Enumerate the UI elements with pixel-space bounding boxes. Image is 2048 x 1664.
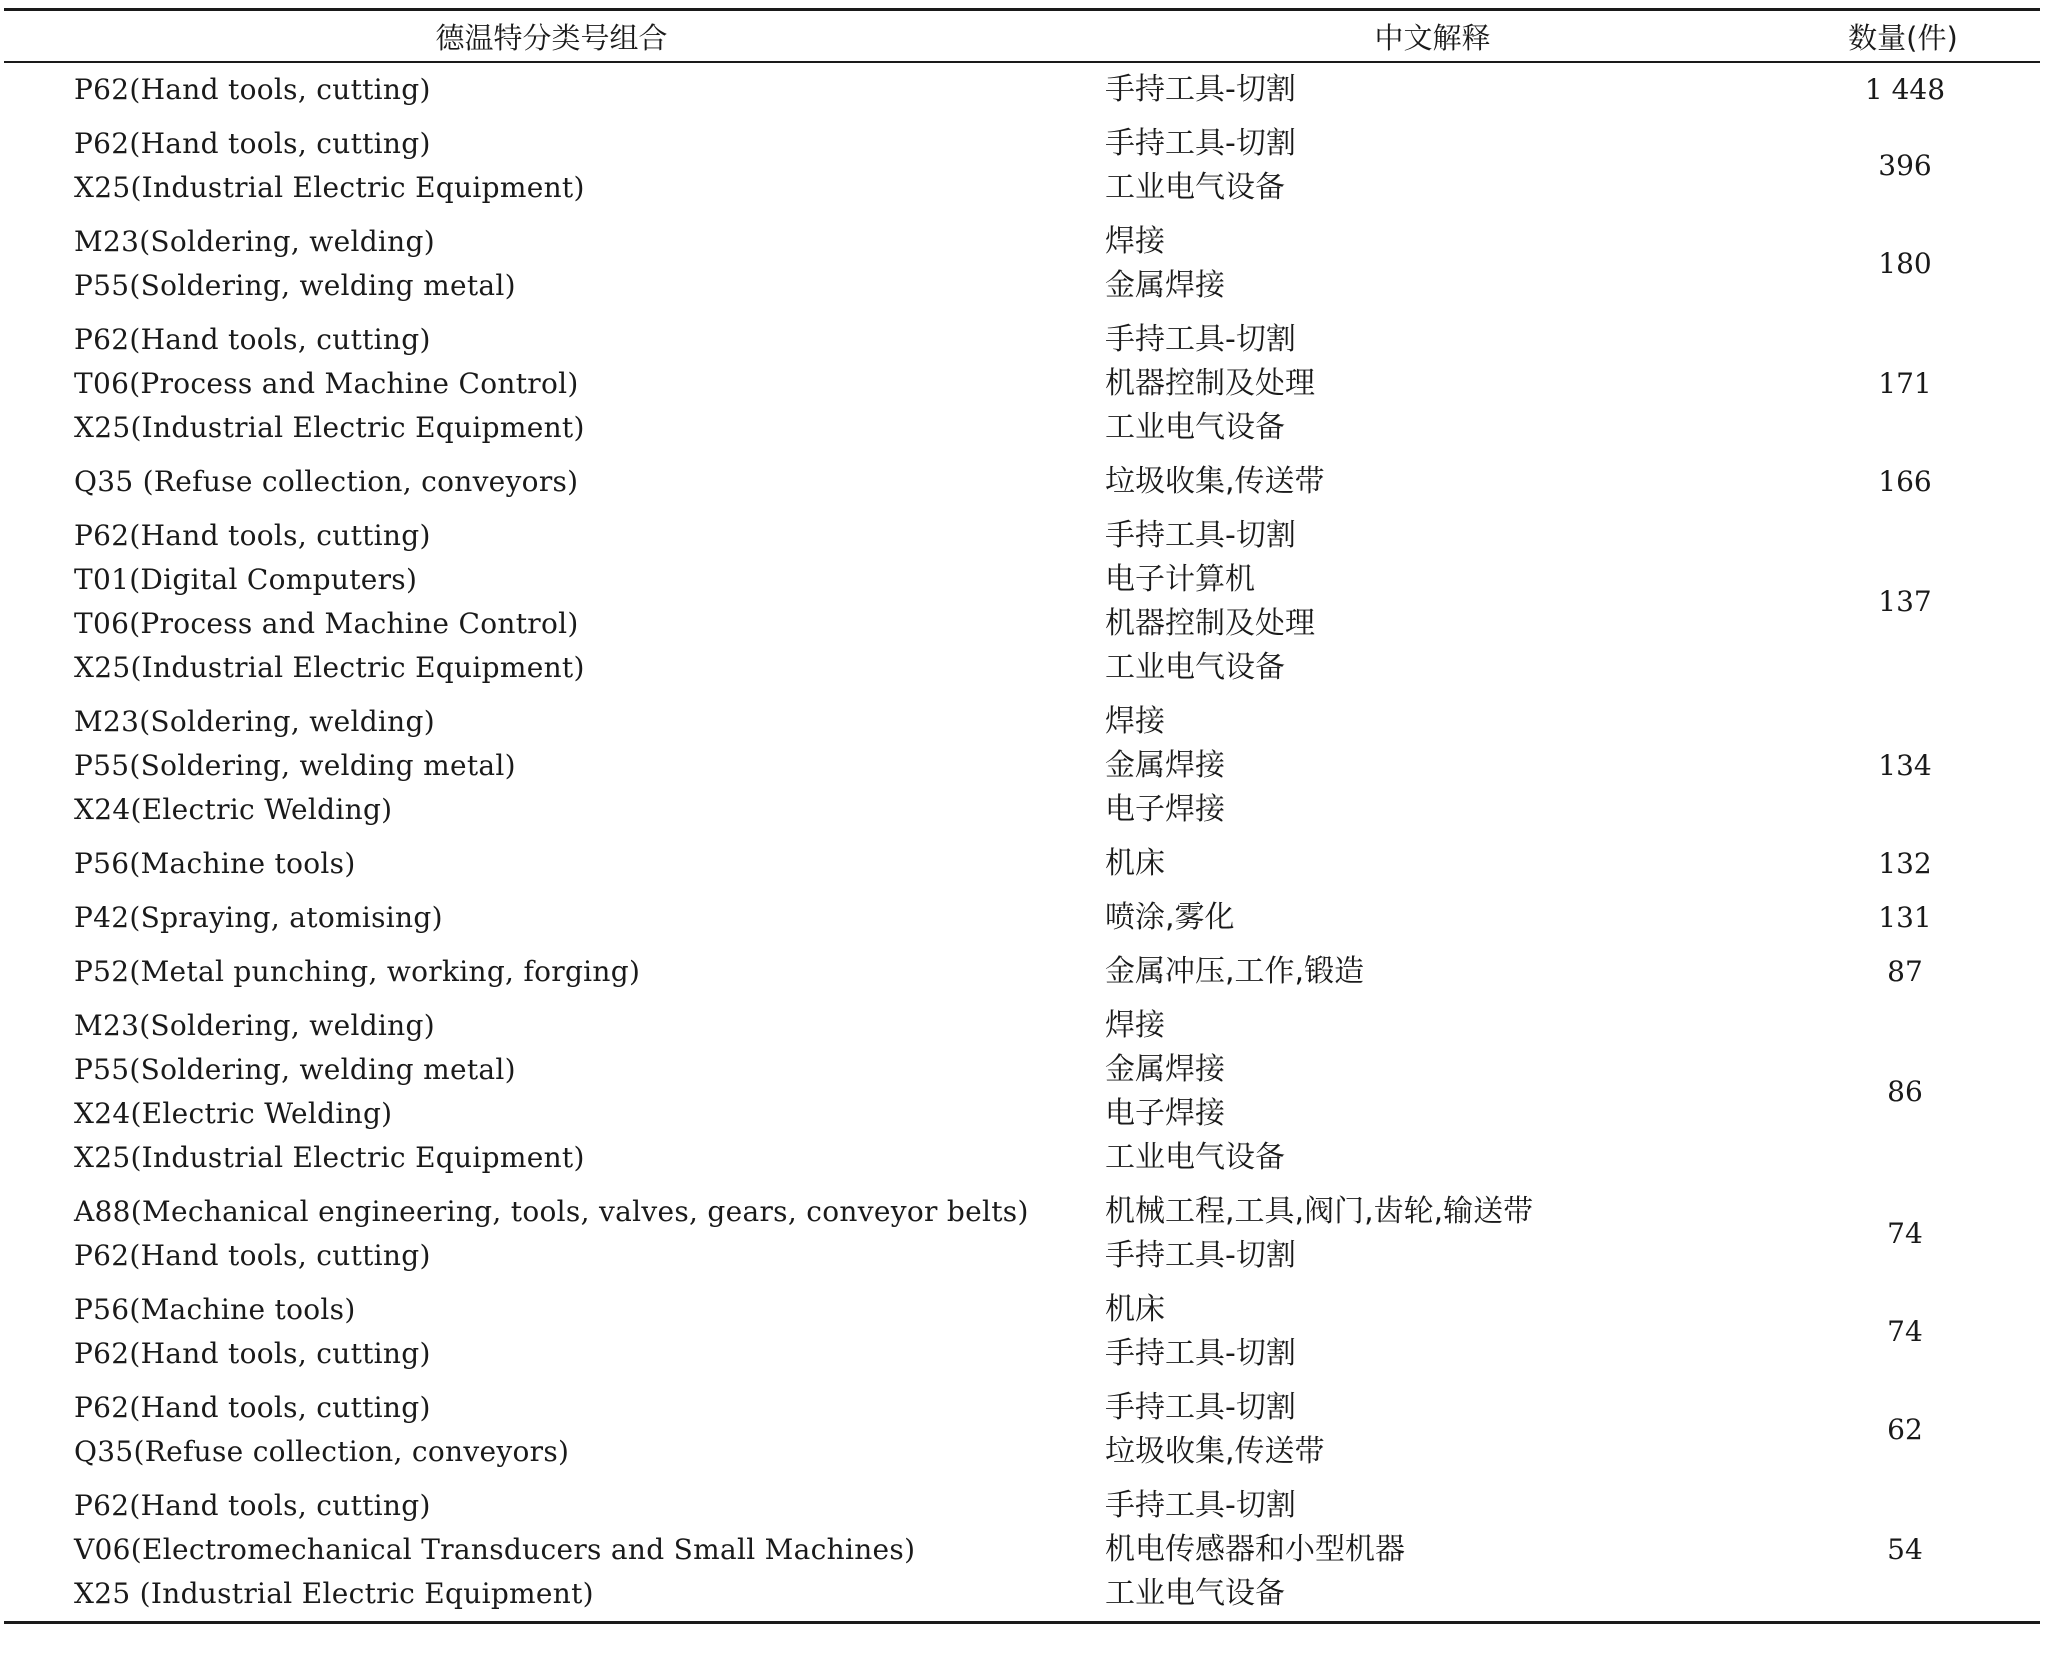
chinese-explanation: 工业电气设备 xyxy=(1105,1140,1285,1175)
classification-codes-cell xyxy=(4,891,1099,945)
chinese-explanation-cell xyxy=(1099,117,1766,215)
classification-code: P62(Hand tools, cutting) xyxy=(74,127,431,160)
chinese-explanation: 电子焊接 xyxy=(1105,792,1225,827)
chinese-explanation-cell xyxy=(1099,1283,1766,1381)
classification-code: P55(Soldering, welding metal) xyxy=(74,269,516,302)
table-row xyxy=(4,1381,2040,1479)
patent-count: 132 xyxy=(1878,847,1932,880)
derwent-classification-table xyxy=(4,8,2040,1624)
chinese-explanation-cell xyxy=(1099,695,1766,837)
chinese-explanation-cell xyxy=(1099,1381,1766,1479)
classification-codes-cell xyxy=(4,945,1099,999)
chinese-explanation: 焊接 xyxy=(1105,704,1165,739)
chinese-explanation: 焊接 xyxy=(1105,224,1165,259)
table-row xyxy=(4,1283,2040,1381)
chinese-explanation: 喷涂,雾化 xyxy=(1105,900,1235,935)
chinese-explanation: 手持工具-切割 xyxy=(1105,518,1296,553)
chinese-explanation: 垃圾收集,传送带 xyxy=(1105,1434,1325,1469)
classification-code: P62(Hand tools, cutting) xyxy=(74,1489,431,1522)
classification-codes-cell xyxy=(4,509,1099,695)
classification-codes-cell xyxy=(4,215,1099,313)
classification-code: M23(Soldering, welding) xyxy=(74,225,435,258)
patent-count: 62 xyxy=(1887,1413,1923,1446)
chinese-explanation: 工业电气设备 xyxy=(1105,410,1285,445)
chinese-explanation-cell xyxy=(1099,455,1766,509)
classification-code: X25(Industrial Electric Equipment) xyxy=(74,1141,585,1174)
classification-code: X24(Electric Welding) xyxy=(74,1097,393,1130)
header-classification-combination: 德温特分类号组合 xyxy=(435,20,668,55)
chinese-explanation: 金属焊接 xyxy=(1105,268,1225,303)
chinese-explanation: 电子焊接 xyxy=(1105,1096,1225,1131)
chinese-explanation: 工业电气设备 xyxy=(1105,170,1285,205)
patent-count: 137 xyxy=(1878,585,1932,618)
patent-count: 171 xyxy=(1878,367,1932,400)
classification-code: P55(Soldering, welding metal) xyxy=(74,1053,516,1086)
chinese-explanation-cell xyxy=(1099,1479,1766,1623)
classification-code: X24(Electric Welding) xyxy=(74,793,393,826)
patent-count: 134 xyxy=(1878,749,1932,782)
table-row xyxy=(4,945,2040,999)
patent-count: 396 xyxy=(1878,149,1932,182)
chinese-explanation: 手持工具-切割 xyxy=(1105,1390,1296,1425)
classification-code: P56(Machine tools) xyxy=(74,1293,356,1326)
table-row xyxy=(4,117,2040,215)
classification-code: P62(Hand tools, cutting) xyxy=(74,73,431,106)
patent-count: 1 448 xyxy=(1864,73,1946,106)
chinese-explanation-cell xyxy=(1099,837,1766,891)
chinese-explanation: 金属焊接 xyxy=(1105,1052,1225,1087)
chinese-explanation-cell xyxy=(1099,945,1766,999)
classification-code: P62(Hand tools, cutting) xyxy=(74,1391,431,1424)
classification-code: P62(Hand tools, cutting) xyxy=(74,1239,431,1272)
chinese-explanation: 机电传感器和小型机器 xyxy=(1105,1532,1405,1567)
classification-code: X25(Industrial Electric Equipment) xyxy=(74,651,585,684)
table-header xyxy=(4,10,2040,63)
chinese-explanation: 垃圾收集,传送带 xyxy=(1105,464,1325,499)
classification-codes-cell xyxy=(4,1185,1099,1283)
classification-code: M23(Soldering, welding) xyxy=(74,705,435,738)
chinese-explanation-cell xyxy=(1099,891,1766,945)
classification-code: A88(Mechanical engineering, tools, valves, gears, conveyor belts) xyxy=(74,1195,1029,1228)
chinese-explanation-cell xyxy=(1099,62,1766,117)
chinese-explanation: 手持工具-切割 xyxy=(1105,1238,1296,1273)
table-row xyxy=(4,695,2040,837)
header-chinese-explanation: 中文解释 xyxy=(1374,20,1491,55)
classification-codes-cell xyxy=(4,837,1099,891)
chinese-explanation: 手持工具-切割 xyxy=(1105,322,1296,357)
table-row xyxy=(4,509,2040,695)
patent-count: 87 xyxy=(1887,955,1923,988)
header-count: 数量(件) xyxy=(1848,20,1958,55)
chinese-explanation: 机床 xyxy=(1105,1292,1165,1327)
classification-code: P42(Spraying, atomising) xyxy=(74,901,443,934)
chinese-explanation-cell xyxy=(1099,313,1766,455)
chinese-explanation: 电子计算机 xyxy=(1105,562,1255,597)
classification-code: Q35(Refuse collection, conveyors) xyxy=(74,1435,570,1468)
chinese-explanation-cell xyxy=(1099,1185,1766,1283)
classification-codes-cell xyxy=(4,1381,1099,1479)
table-row xyxy=(4,891,2040,945)
table-body xyxy=(4,62,2040,1623)
patent-count: 131 xyxy=(1878,901,1932,934)
classification-codes-cell xyxy=(4,999,1099,1185)
classification-codes-cell xyxy=(4,62,1099,117)
classification-code: P62(Hand tools, cutting) xyxy=(74,519,431,552)
classification-codes-cell xyxy=(4,117,1099,215)
classification-code: P56(Machine tools) xyxy=(74,847,356,880)
chinese-explanation: 手持工具-切割 xyxy=(1105,1336,1296,1371)
patent-count: 180 xyxy=(1878,247,1932,280)
classification-code: V06(Electromechanical Transducers and Small Machines) xyxy=(74,1533,916,1566)
patent-count: 74 xyxy=(1887,1315,1923,1348)
classification-codes-cell xyxy=(4,455,1099,509)
chinese-explanation: 金属焊接 xyxy=(1105,748,1225,783)
classification-code: X25(Industrial Electric Equipment) xyxy=(74,171,585,204)
patent-count: 86 xyxy=(1887,1075,1923,1108)
chinese-explanation-cell xyxy=(1099,999,1766,1185)
classification-codes-cell xyxy=(4,1479,1099,1623)
table-row xyxy=(4,999,2040,1185)
chinese-explanation: 工业电气设备 xyxy=(1105,1576,1285,1611)
classification-code: P62(Hand tools, cutting) xyxy=(74,323,431,356)
table-row xyxy=(4,1479,2040,1623)
table-row xyxy=(4,215,2040,313)
chinese-explanation: 机械工程,工具,阀门,齿轮,输送带 xyxy=(1105,1194,1534,1229)
classification-code: X25 (Industrial Electric Equipment) xyxy=(74,1577,594,1610)
chinese-explanation: 机器控制及处理 xyxy=(1105,606,1315,641)
chinese-explanation: 手持工具-切割 xyxy=(1105,1488,1296,1523)
classification-code: P55(Soldering, welding metal) xyxy=(74,749,516,782)
classification-code: P52(Metal punching, working, forging) xyxy=(74,955,641,988)
classification-code: P62(Hand tools, cutting) xyxy=(74,1337,431,1370)
classification-code: T06(Process and Machine Control) xyxy=(74,367,579,400)
classification-codes-cell xyxy=(4,1283,1099,1381)
patent-count: 54 xyxy=(1887,1533,1923,1566)
table-row xyxy=(4,1185,2040,1283)
chinese-explanation: 焊接 xyxy=(1105,1008,1165,1043)
chinese-explanation: 金属冲压,工作,锻造 xyxy=(1105,954,1365,989)
table-row xyxy=(4,837,2040,891)
classification-code: T06(Process and Machine Control) xyxy=(74,607,579,640)
patent-count: 166 xyxy=(1878,465,1932,498)
classification-code: M23(Soldering, welding) xyxy=(74,1009,435,1042)
classification-code: Q35 (Refuse collection, conveyors) xyxy=(74,465,579,498)
chinese-explanation: 手持工具-切割 xyxy=(1105,126,1296,161)
chinese-explanation: 手持工具-切割 xyxy=(1105,72,1296,107)
classification-codes-cell xyxy=(4,695,1099,837)
chinese-explanation: 机床 xyxy=(1105,846,1165,881)
table-row xyxy=(4,313,2040,455)
table-row xyxy=(4,62,2040,117)
chinese-explanation-cell xyxy=(1099,509,1766,695)
patent-count: 74 xyxy=(1887,1217,1923,1250)
header-row xyxy=(4,10,2040,63)
classification-code: T01(Digital Computers) xyxy=(74,563,418,596)
classification-codes-cell xyxy=(4,313,1099,455)
chinese-explanation: 机器控制及处理 xyxy=(1105,366,1315,401)
table-row xyxy=(4,455,2040,509)
chinese-explanation: 工业电气设备 xyxy=(1105,650,1285,685)
classification-code: X25(Industrial Electric Equipment) xyxy=(74,411,585,444)
chinese-explanation-cell xyxy=(1099,215,1766,313)
